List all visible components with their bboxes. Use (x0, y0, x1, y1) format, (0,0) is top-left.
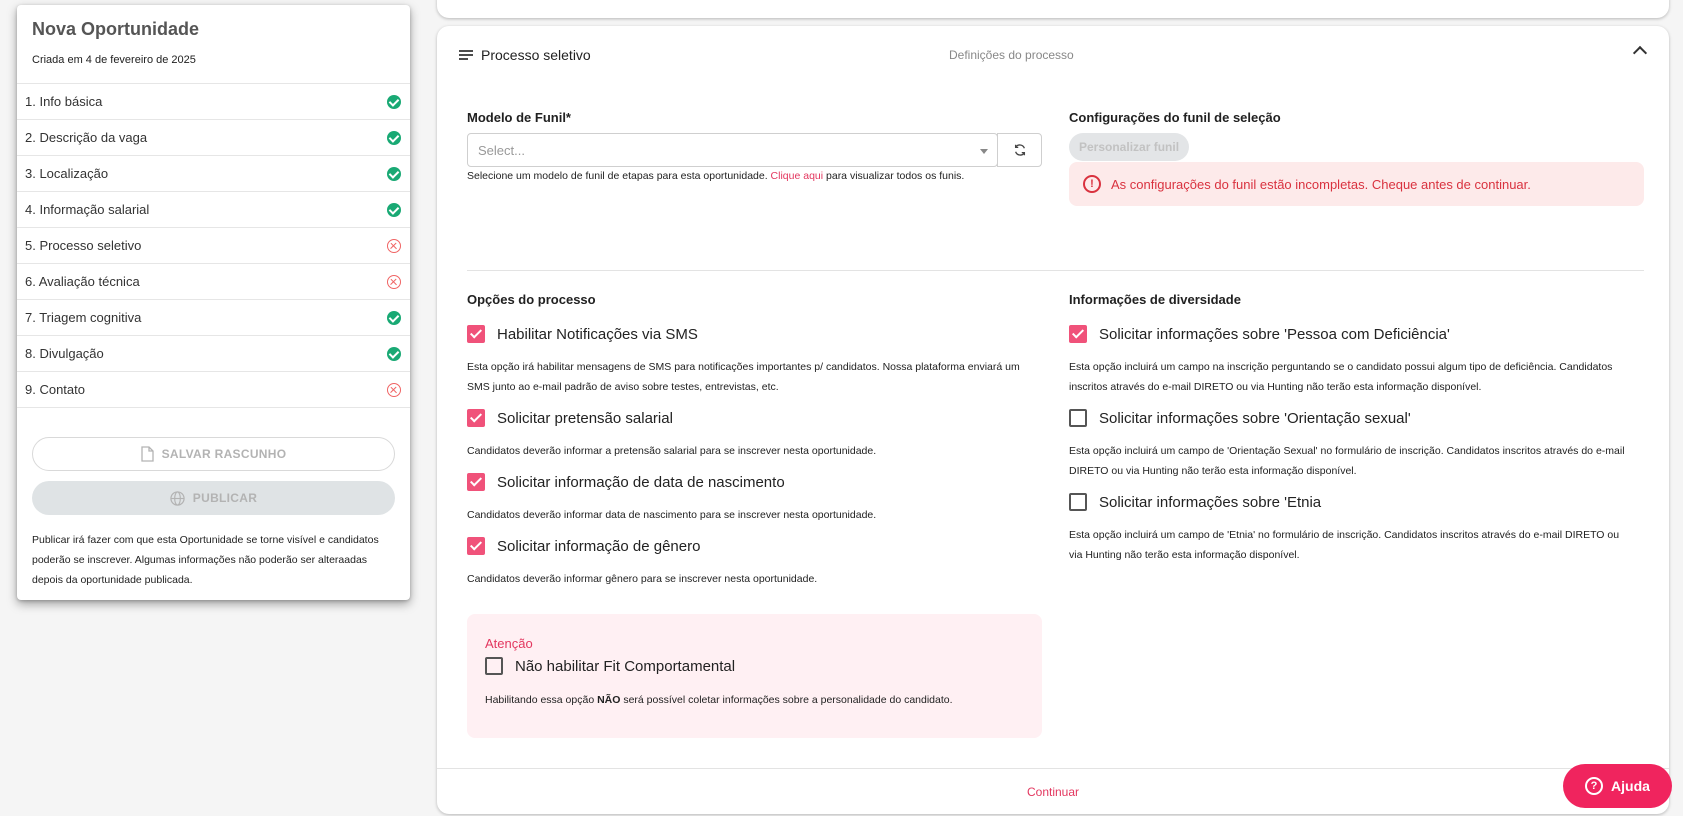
step-label: 2. Descrição da vaga (25, 130, 148, 145)
see-all-funnels-link[interactable]: Clique aqui (770, 170, 824, 182)
processo-seletivo-section (437, 26, 1669, 814)
section-title: Processo seletivo (481, 47, 591, 63)
option-label: Solicitar pretensão salarial (497, 409, 673, 427)
error-circle-icon (387, 239, 401, 253)
funnel-select[interactable] (467, 133, 998, 167)
step-label: 9. Contato (25, 382, 85, 397)
salary-checkbox[interactable] (467, 409, 485, 427)
funnel-select-placeholder: Select... (478, 143, 525, 158)
chevron-up-icon[interactable] (1633, 46, 1647, 60)
divider (467, 270, 1644, 271)
attention-title: Atenção (485, 636, 533, 651)
attention-desc-after: será possível coletar informações sobre a personalidade do candidato. (620, 694, 953, 706)
attention-desc-before: Habilitando essa opção (485, 694, 598, 706)
sexual-orientation-option[interactable] (1069, 409, 1411, 427)
customize-funnel-button[interactable]: Personalizar funil (1069, 133, 1189, 161)
error-circle-icon (387, 383, 401, 397)
option-desc: Esta opção irá habilitar mensagens de SMS para notificações importantes p/ candidatos. Nossa plataforma enviará um SMS junto ao e-mail padrão de aviso sobre testes, entrevistas, etc. (467, 361, 1020, 393)
help-button[interactable] (1563, 764, 1672, 808)
section-header[interactable] (437, 26, 1669, 82)
step-label: 6. Avaliação técnica (25, 274, 140, 289)
funnel-label: Modelo de Funil* (467, 110, 571, 125)
step-label: 7. Triagem cognitiva (25, 310, 142, 325)
step-item-divulgacao[interactable] (17, 336, 410, 372)
gender-option[interactable] (467, 537, 700, 555)
sidebar-title: Nova Oportunidade (32, 19, 200, 39)
step-item-triagem[interactable] (17, 300, 410, 336)
document-icon (141, 446, 154, 462)
fit-comportamental-option[interactable] (485, 657, 735, 675)
option-desc: Esta opção incluirá um campo de 'Etnia' no formulário de inscrição. Candidatos inscritos através do e-mail DIRETO ou via Hunting não terão esta informação disponível. (1069, 529, 1620, 561)
continue-button[interactable]: Continuar (1026, 784, 1080, 799)
option-label: Solicitar informações sobre 'Orientação sexual' (1099, 409, 1411, 427)
check-circle-icon (387, 131, 401, 145)
section-subtitle: Definições do processo (949, 48, 1074, 62)
attention-box (467, 614, 1042, 738)
option-label: Solicitar informações sobre 'Etnia (1099, 493, 1322, 511)
diversity-title: Informações de diversidade (1069, 292, 1241, 307)
disability-option[interactable] (1069, 325, 1450, 343)
save-draft-button[interactable] (32, 437, 395, 471)
save-draft-label: SALVAR RASCUNHO (161, 447, 287, 461)
ethnicity-option[interactable] (1069, 493, 1321, 511)
ethnicity-checkbox[interactable] (1069, 493, 1087, 511)
refresh-button[interactable] (997, 133, 1042, 167)
step-list (17, 83, 410, 408)
step-item-descricao[interactable] (17, 120, 410, 156)
check-circle-icon (387, 203, 401, 217)
previous-section-card (437, 0, 1669, 18)
check-circle-icon (387, 95, 401, 109)
step-item-localizacao[interactable] (17, 156, 410, 192)
caret-down-icon (980, 149, 988, 154)
step-label: 5. Processo seletivo (25, 238, 142, 253)
option-label: Habilitar Notificações via SMS (497, 325, 698, 343)
option-label: Não habilitar Fit Comportamental (515, 657, 736, 675)
check-circle-icon (387, 347, 401, 361)
option-label: Solicitar informações sobre 'Pessoa com Deficiência' (1099, 325, 1450, 343)
step-item-avaliacao[interactable] (17, 264, 410, 300)
funnel-config-label: Configurações do funil de seleção (1069, 110, 1281, 125)
birth-date-option[interactable] (467, 473, 785, 491)
step-label: 3. Localização (25, 166, 109, 181)
list-icon (459, 50, 473, 60)
option-label: Solicitar informação de gênero (497, 537, 701, 555)
step-item-contato[interactable] (17, 372, 410, 408)
option-desc: Candidatos deverão informar gênero para se inscrever nesta oportunidade. (467, 573, 818, 585)
option-desc: Candidatos deverão informar data de nascimento para se inscrever nesta oportunidade. (467, 509, 877, 521)
attention-desc (485, 690, 1025, 710)
sidebar-subtitle: Criada em 4 de fevereiro de 2025 (32, 54, 196, 66)
attention-desc-bold: NÃO (597, 694, 621, 706)
fit-comportamental-checkbox[interactable] (485, 657, 503, 675)
funnel-alert-text: As configurações do funil estão incompletas. Cheque antes de continuar. (1111, 176, 1531, 192)
alert-icon: ! (1083, 175, 1101, 193)
salary-expectation-option[interactable] (467, 409, 673, 427)
publish-button[interactable] (32, 481, 395, 515)
step-item-info-basica[interactable] (17, 84, 410, 120)
step-label: 1. Info básica (25, 94, 103, 109)
step-label: 4. Informação salarial (25, 202, 150, 217)
option-label: Solicitar informação de data de nascimento (497, 473, 785, 491)
step-item-processo[interactable] (17, 228, 410, 264)
funnel-help-before: Selecione um modelo de funil de etapas para esta oportunidade. (467, 170, 771, 182)
funnel-help-after: para visualizar todos os funis. (823, 170, 965, 182)
funnel-help-text (467, 170, 964, 182)
option-desc: Esta opção incluirá um campo na inscrição perguntando se o candidato possui algum tipo de deficiência. Candidatos inscritos através do e-mail DIRETO ou via Hunting não terão esta informação disponível. (1069, 361, 1613, 393)
gender-checkbox[interactable] (467, 537, 485, 555)
sexual-orientation-checkbox[interactable] (1069, 409, 1087, 427)
check-circle-icon (387, 167, 401, 181)
sidebar-card (17, 5, 410, 600)
check-circle-icon (387, 311, 401, 325)
help-button-label: Ajuda (1611, 778, 1650, 794)
option-desc: Candidatos deverão informar a pretensão salarial para se inscrever nesta oportunidade. (467, 445, 877, 457)
sms-notifications-option[interactable] (467, 325, 698, 343)
section-footer (437, 768, 1669, 814)
step-label: 8. Divulgação (25, 346, 104, 361)
birth-date-checkbox[interactable] (467, 473, 485, 491)
step-item-salarial[interactable] (17, 192, 410, 228)
refresh-icon (1013, 143, 1027, 157)
process-options-title: Opções do processo (467, 292, 596, 307)
question-icon: ? (1585, 777, 1603, 795)
publish-label: PUBLICAR (192, 491, 258, 505)
sms-checkbox[interactable] (467, 325, 485, 343)
funnel-alert (1069, 162, 1644, 206)
option-desc: Esta opção incluirá um campo de 'Orientação Sexual' no formulário de inscrição. Candidatos inscritos através do e-mail DIRETO ou via Hunting não terão esta informação disponível. (1069, 445, 1625, 477)
publish-note: Publicar irá fazer com que esta Oportunidade se torne visível e candidatos poderão se inscrever. Algumas informações não poderão ser alteraadas depois da oportunidade publicada. (32, 534, 379, 586)
error-circle-icon (387, 275, 401, 289)
disability-checkbox[interactable] (1069, 325, 1087, 343)
globe-icon (170, 491, 185, 506)
